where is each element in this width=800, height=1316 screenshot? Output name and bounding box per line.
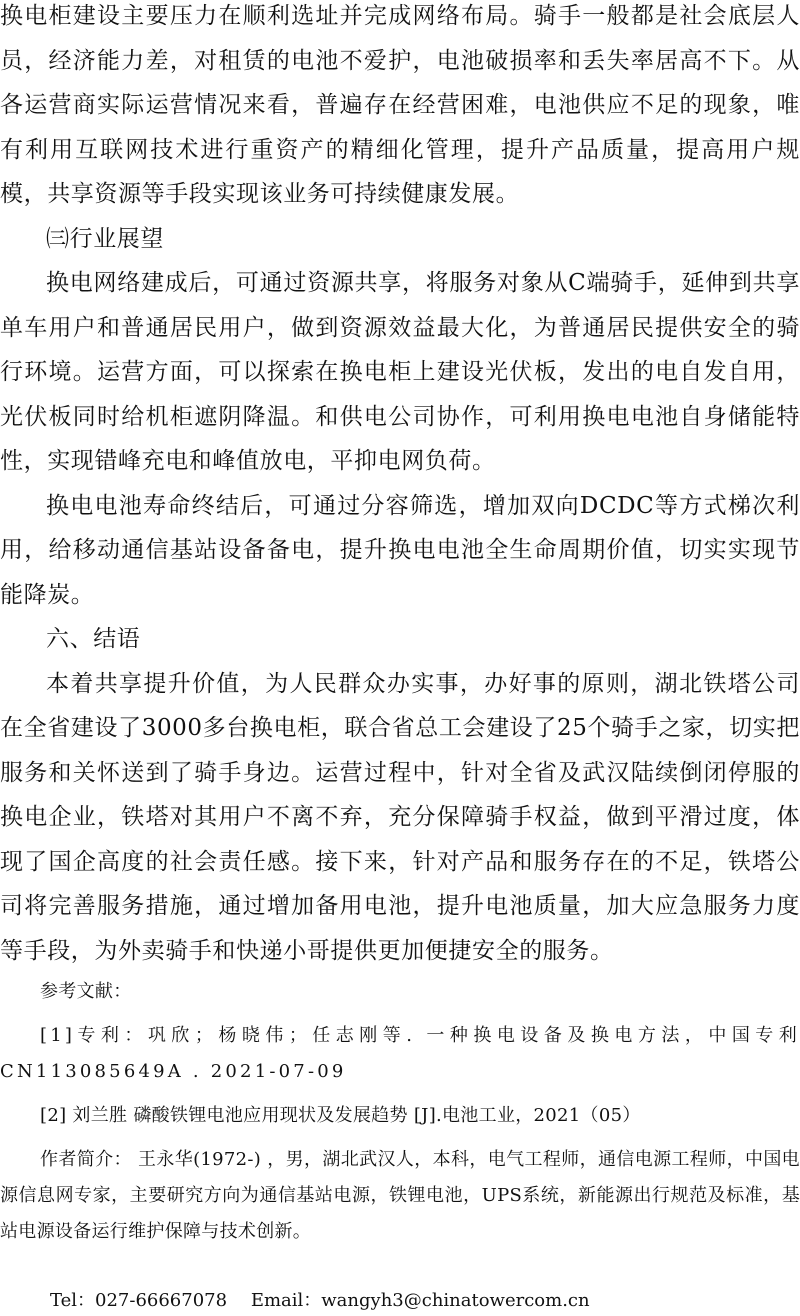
- author-bio: 作者简介： 王永华(1972-) ，男，湖北武汉人，本科，电气工程师，通信电源工程师，中国电源信息网专家，主要研究方向为通信基站电源，铁锂电池，UPS系统，新能源出行规范及标准，基站电源设备运行维护保障与技术创新。: [0, 1149, 800, 1242]
- paragraph-conclusion: 本着共享提升价值，为人民群众办实事，办好事的原则，湖北铁塔公司在全省建设了3000多台换电柜，联合省总工会建设了25个骑手之家，切实把服务和关怀送到了骑手身边。运营过程中，针对全省及武汉陆续倒闭停服的换电企业，铁塔对其用户不离不弃，充分保障骑手权益，做到平滑过度，体现了国企高度的社会责任感。接下来，针对产品和服务存在的不足，铁塔公司将完善服务措施，通过增加备用电池，提升电池质量，加大应急服务力度等手段，为外卖骑手和快递小哥提供更加便捷安全的服务。: [0, 670, 800, 964]
- references-section: [0, 974, 800, 1258]
- contact-email: Email：wangyh3@chinatowercom.cn: [250, 1290, 590, 1311]
- reference-item: [1]专利：巩欣；杨晓伟；任志刚等. 一种换电设备及换电方法，中国专利CN113085649A . 2021-07-09: [0, 1025, 800, 1082]
- references-title: 参考文献：: [40, 981, 132, 1002]
- contact-line: [50, 1290, 590, 1312]
- paragraph-network-sharing: 换电网络建成后，可通过资源共享，将服务对象从C端骑手，延伸到共享单车用户和普通居民用户，做到资源效益最大化，为普通居民提供安全的骑行环境。运营方面，可以探索在换电柜上建设光伏板，发出的电自发自用，光伏板同时给机柜遮阴降温。和供电公司协作，可利用换电电池自身储能特性，实现错峰充电和峰值放电，平抑电网负荷。: [0, 270, 800, 474]
- contact-tel: Tel：027-66667078: [50, 1290, 228, 1311]
- paragraph-battery-reuse: 换电电池寿命终结后，可通过分容筛选，增加双向DCDC等方式梯次利用，给移动通信基站设备备电，提升换电电池全生命周期价值，切实实现节能降炭。: [0, 492, 800, 608]
- section-heading-industry-outlook: ㈢行业展望: [46, 225, 164, 252]
- paragraph-battery-cabinet-challenges: 换电柜建设主要压力在顺利选址并完成网络布局。骑手一般都是社会底层人员，经济能力差，对租赁的电池不爱护，电池破损率和丢失率居高不下。从各运营商实际运营情况来看，普遍存在经营困难，电池供应不足的现象，唯有利用互联网技术进行重资产的精细化管理，提升产品质量，提高用户规模，共享资源等手段实现该业务可持续健康发展。: [0, 3, 800, 207]
- section-heading-conclusion: 六、结语: [46, 626, 141, 652]
- reference-item: [2] 刘兰胜 磷酸铁锂电池应用现状及发展趋势 [J].电池工业，2021（05）: [40, 1105, 641, 1126]
